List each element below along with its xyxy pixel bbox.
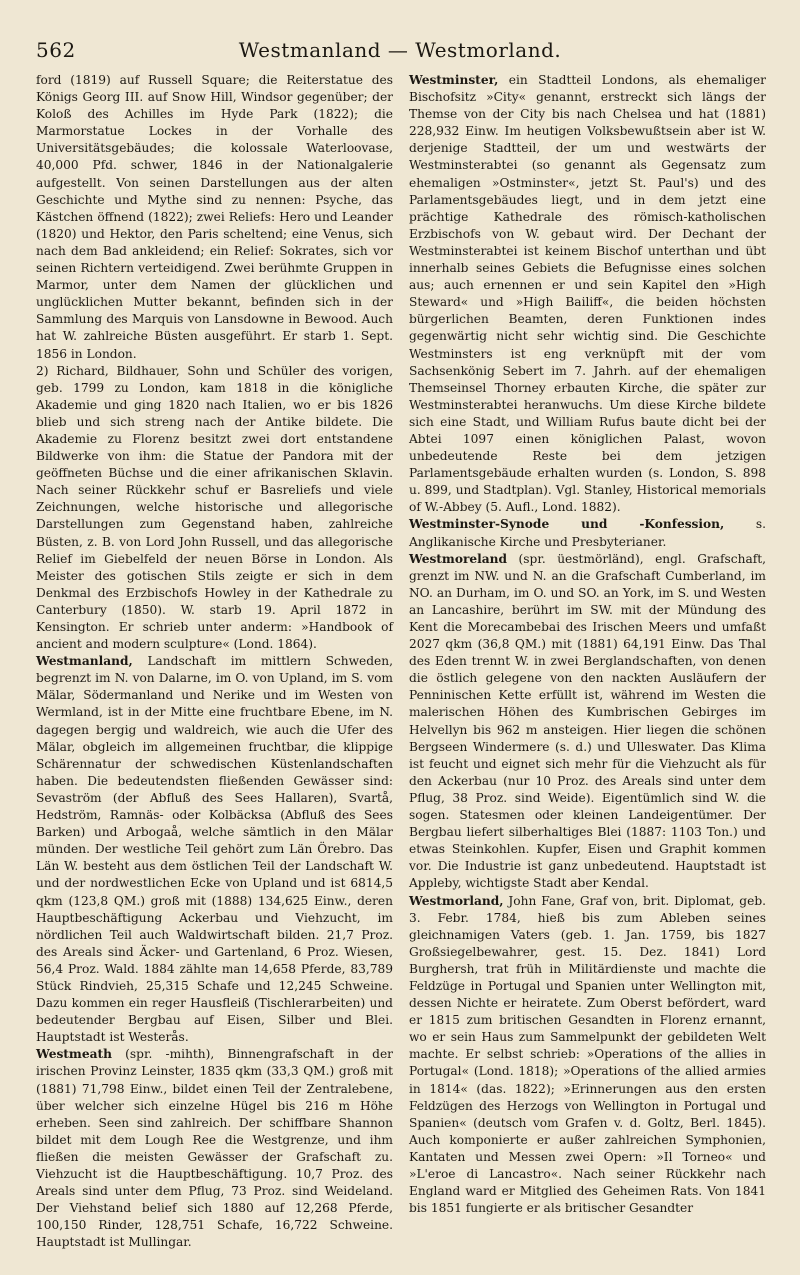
entry-paragraph <box>409 893 766 1218</box>
entry-text: ein Stadtteil Londons, als ehemaliger Bischofsitz »City« genannt, erstreckt sich längs der Themse von der City bis nach Chelsea und hat (1881) 228,932 Einw. Im heutigen Volksbewußtsein aber ist W. derjenige Stadtteil, der um und westwärts der Westminsterabtei (so genannt als Gegensatz zum ehemaligen »Ostminster«, jetzt St. Paul's) und des Parlamentsgebäudes liegt, und in dem jetzt eine prächtige Kathedrale des römisch-katholischen Erzbischofs von W. gebaut wird. Der Dechant der Westminsterabtei ist keinem Bischof unterthan und übt innerhalb seines Gebiets die Befugnisse eines solchen aus; auch ernennen er und sein Kapitel den »High Steward« und »High Bailiff«, die beiden höchsten bürgerlichen Beamten, deren Funktionen indes gegenwärtig nicht sehr wichtig sind. Die Geschichte Westminsters ist eng verknüpft mit der vom Sachsenkönig Sebert im 7. Jahrh. auf der ehemaligen Themseinsel Thorney erbauten Kirche, die später zur Westminsterabtei heranwuchs. Um diese Kirche bildete sich eine Stadt, und William Rufus baute dicht bei der Abtei 1097 einen königlichen Palast, wovon unbedeutende Reste bei dem jetzigen Parlamentsgebäude erhalten wurden (s. London, S. 898 u. 899, und Stadtplan). Vgl. Stanley, Historical memorials of W.-Abbey (5. Aufl., Lond. 1882). <box>409 73 767 515</box>
entry-keyword: Westmanland, <box>36 654 133 669</box>
entry-keyword: Westminster, <box>409 73 499 87</box>
entry-paragraph <box>36 1046 393 1251</box>
running-head: Westmanland — Westmorland. <box>238 38 562 62</box>
entry-keyword: Westmoreland <box>409 551 508 566</box>
entry-keyword: Westmorland, <box>409 893 504 908</box>
entry-text: 2) Richard, Bildhauer, Sohn und Schüler des vorigen, geb. 1799 zu London, kam 1818 in die königliche Akademie und ging 1820 nach Italien, wo er bis 1826 blieb und sich streng nach der Antike bildete. Die Akademie zu Florenz besitzt zwei dort entstandene Bildwerke von ihm: die Statue der Pandora mit der geöffneten Büchse und die einer afrikanischen Sklavin. Nach seiner Rückkehr schuf er Basreliefs und viele Zeichnungen, welche historische und allegorische Darstellungen zum Gegenstand haben, zahlreiche Büsten, z. B. von Lord John Russell, und das allegorische Relief im Giebelfeld der neuen Börse in London. Als Meister des gotischen Stils zeigte er sich in dem Denkmal des Erzbischofs Howley in der Kathedrale zu Canterbury (1850). W. starb 19. April 1872 in Kensington. Er schrieb unter anderm: »Handbook of ancient and modern sculpture« (Lond. 1864). <box>36 363 393 652</box>
entry-text: ford (1819) auf Russell Square; die Reiterstatue des Königs Georg III. auf Snow Hill, Windsor gegenüber; der Koloß des Achilles im Hyde Park (1822); die Marmorstatue Lockes in der Vorhalle des Universitätsgebäudes; die kolossale Waterloovase, 40,000 Pfd. schwer, 1846 in der Nationalgalerie aufgestellt. Von seinen Darstellungen aus der alten Geschichte und Mythe sind zu nennen: Psyche, das Kästchen öffnend (1822); zwei Reliefs: Hero und Leander (1820) und Hektor, den Paris scheltend; eine Venus, sich nach dem Bad ankleidend; ein Relief: Sokrates, sich vor seinen Richtern verteidigend. Zwei berühmte Gruppen in Marmor, unter dem Namen der glücklichen und unglücklichen Mutter bekannt, befinden sich in der Sammlung des Marquis von Lansdowne in Bewood. Auch hat W. zahlreiche Büsten ausgeführt. Er starb 1. Sept. 1856 in London. <box>36 73 393 361</box>
entry-keyword: Westmeath <box>36 1047 112 1062</box>
entry-paragraph <box>36 363 393 654</box>
page-header <box>36 38 764 68</box>
left-column <box>36 72 393 1257</box>
entry-text: (spr. üestmörländ), engl. Grafschaft, grenzt im NW. und N. an die Grafschaft Cumberland, im NO. an Durham, im O. und SO. an York, im S. und Westen an Lancashire, berührt im SW. mit der Mündung des Kent die Morecambebai des Irischen Meers und umfaßt 2027 qkm (36,8 QM.) mit (1881) 64,191 Einw. Das Thal des Eden trennt W. in zwei Berglandschaften, von denen die östlich gelegene von den nackten Ausläufern der Penninischen Kette erfüllt ist, während im Westen die malerischen Höhen des Kumbrischen Gebirges im Helvellyn bis 962 m ansteigen. Hier liegen die schönen Bergseen Windermere (s. d.) und Ulleswater. Das Klima ist feucht und eignet sich mehr für die Viehzucht als für den Ackerbau (nur 10 Proz. des Areals sind unter dem Pflug, 38 Proz. sind Weide). Eigentümlich sind W. die sogen. Statesmen oder kleinen Landeigentümer. Der Bergbau liefert silberhaltiges Blei (1887: 1103 Ton.) und etwas Steinkohlen. Kupfer, Eisen und Graphit kommen vor. Die Industrie ist ganz unbedeutend. Hauptstadt ist Appleby, wichtigste Stadt aber Kendal. <box>409 551 767 891</box>
entry-keyword: Westminster-Synode und -Konfession, <box>409 517 725 532</box>
entry-text: John Fane, Graf von, brit. Diplomat, geb. 3. Febr. 1784, hieß bis zum Ableben seines gleichnamigen Vaters (geb. 1. Jan. 1759, bis 1827 Großsiegelbewahrer, gest. 15. Dez. 1841) Lord Burghersh, trat früh in Militärdienste und machte die Feldzüge in Portugal und Spanien unter Wellington mit, dessen Nichte er heiratete. Zum Oberst befördert, ward er 1815 zum britischen Gesandten in Florenz ernannt, wo er sein Haus zum Sammelpunkt der gebildeten Welt machte. Er selbst schrieb: »Operations of the allies in Portugal« (Lond. 1818); »Operations of the allied armies in 1814« (das. 1822); »Erinnerungen aus den ersten Feldzügen des Herzogs von Wellington in Portugal und Spanien« (deutsch vom Grafen v. d. Goltz, Berl. 1845). Auch komponierte er außer zahlreichen Symphonien, Kantaten und Messen zwei Opern: »Il Torneo« und »L'eroe di Lancastro«. Nach seiner Rückkehr nach England ward er Mitglied des Geheimen Rats. Von 1841 bis 1851 fungierte er als britischer Gesandter <box>409 893 766 1216</box>
entry-text: (spr. -mihth), Binnengrafschaft in der irischen Provinz Leinster, 1835 qkm (33,3 QM.) groß mit (1881) 71,798 Einw., bildet einen Teil der Zentralebene, über welcher sich einzelne Hügel bis 216 m Höhe erheben. Seen sind zahlreich. Der schiffbare Shannon bildet mit dem Lough Ree die Westgrenze, und ihm fließen die meisten Gewässer der Grafschaft zu. Viehzucht ist die Hauptbeschäftigung. 10,7 Proz. des Areals sind unter dem Pflug, 73 Proz. sind Weideland. Der Viehstand belief sich 1880 auf 12,268 Pferde, 100,150 Rinder, 128,751 Schafe, 16,722 Schweine. Hauptstadt ist Mullingar. <box>36 1047 393 1250</box>
entry-text: s. Anglikanische Kirche und Presbyterianer. <box>409 517 766 549</box>
entry-paragraph <box>409 72 766 516</box>
entry-paragraph <box>36 72 393 363</box>
text-columns <box>36 72 766 1257</box>
entry-paragraph <box>36 653 393 1046</box>
entry-text: Landschaft im mittlern Schweden, begrenzt im N. von Dalarne, im O. von Upland, im S. vom Mälar, Södermanland und Nerike und im Westen von Wermland, ist in der Mitte eine fruchtbare Ebene, im N. dagegen bergig und waldreich, wie auch die Ufer des Mälar, obgleich im allgemeinen fruchtbar, die klippige Schärennatur der schwedischen Küstenlandschaften haben. Die bedeutendsten fließenden Gewässer sind: Sevaström (der Abfluß des Sees Hallaren), Svartå, Hedström, Ramnäs- oder Kolbäcksa (Abfluß des Sees Barken) und Arbogaå, welche sämtlich in den Mälar münden. Der westliche Teil gehört zum Län Örebro. Das Län W. besteht aus dem östlichen Teil der Landschaft W. und der nordwestlichen Ecke von Upland und ist 6814,5 qkm (123,8 QM.) groß mit (1888) 134,625 Einw., deren Hauptbeschäftigung Ackerbau und Viehzucht, im nördlichen Teil auch Waldwirtschaft bilden. 21,7 Proz. des Areals sind Äcker- und Gartenland, 6 Proz. Wiesen, 56,4 Proz. Wald. 1884 zählte man 14,658 Pferde, 83,789 Stück Rindvieh, 25,315 Schafe und 12,245 Schweine. Dazu kommen ein reger Hausfleiß (Tischlerarbeiten) und bedeutender Bergbau auf Eisen, Silber und Blei. Hauptstadt ist Westerås. <box>36 654 393 1045</box>
page-number: 562 <box>36 38 76 62</box>
right-column <box>409 72 766 1257</box>
entry-paragraph <box>409 551 766 893</box>
entry-paragraph <box>409 516 766 550</box>
